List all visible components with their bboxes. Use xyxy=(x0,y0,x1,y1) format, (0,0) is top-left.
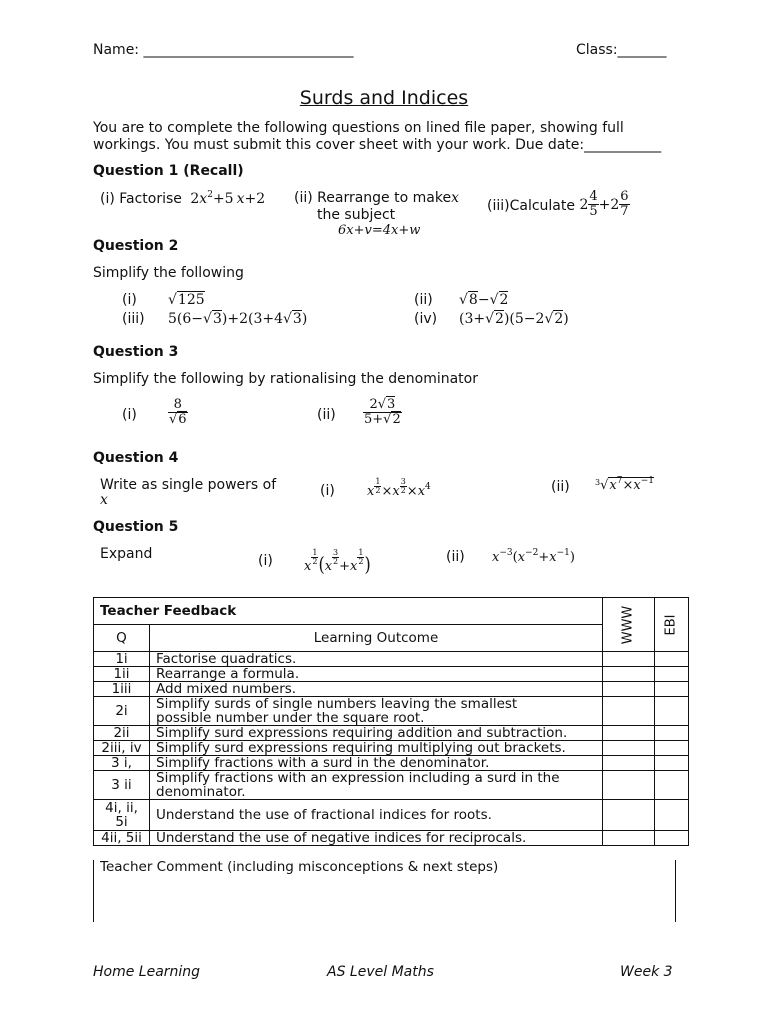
row-outcome: Factorise quadratics. xyxy=(150,652,603,667)
teacher-feedback-table xyxy=(93,597,689,846)
q3-instruction: Simplify the following by rationalising the denominator xyxy=(93,371,478,387)
q1-i-label: (i) Factorise xyxy=(100,191,182,207)
row-q-line-2: 5i xyxy=(115,814,128,830)
ebi-cell[interactable] xyxy=(654,771,688,800)
question-5-heading: Question 5 xyxy=(93,519,179,535)
ebi-cell[interactable] xyxy=(654,697,688,726)
row-outcome xyxy=(150,771,603,800)
q3-ii-label: (ii) xyxy=(317,407,336,423)
q4-i-label: (i) xyxy=(320,483,335,499)
q5-ii-label: (ii) xyxy=(446,549,465,565)
q4-i-expression: x $\frac{1}{2}$ ×x $\frac{3}{2}$ $\times x^4$ xyxy=(367,477,431,499)
www-cell[interactable] xyxy=(603,741,655,756)
row-outcome: Understand the use of negative indices for reciprocals. xyxy=(150,831,603,846)
ebi-header: EBI xyxy=(654,598,688,652)
row-outcome-line-1: Simplify fractions with an expression including a surd in the xyxy=(156,770,560,786)
page-title: Surds and Indices xyxy=(299,87,469,109)
q4-ii-label: (ii) xyxy=(551,479,570,495)
row-q: 1i xyxy=(94,652,150,667)
www-header: WWW xyxy=(603,598,655,652)
q2-iv-expression: (3+√2)(5−2√2) xyxy=(459,311,569,327)
q3-i-expression: $\frac{8}{√6}$ xyxy=(169,397,187,428)
teacher-comment-box[interactable] xyxy=(93,860,676,922)
question-2-heading: Question 2 xyxy=(93,238,179,254)
table-row xyxy=(94,831,689,846)
www-cell[interactable] xyxy=(603,771,655,800)
table-row xyxy=(94,726,689,741)
intro-line-1: You are to complete the following questions on lined file paper, showing full xyxy=(93,120,624,136)
q1-iii xyxy=(487,190,630,220)
q1-iii-label: (iii)Calculate xyxy=(487,197,575,214)
row-outcome: Understand the use of fractional indices for roots. xyxy=(150,800,603,831)
question-4-heading: Question 4 xyxy=(93,450,179,466)
www-cell[interactable] xyxy=(603,831,655,846)
q3-ii-expression: $\frac{2√3}{5+√2}$ xyxy=(364,397,401,428)
table-row xyxy=(94,682,689,697)
table-row xyxy=(94,652,689,667)
row-outcome-line-1: Simplify surds of single numbers leaving the smallest xyxy=(156,696,518,712)
q4-instruction-variable: x xyxy=(100,492,108,508)
row-outcome: Add mixed numbers. xyxy=(150,682,603,697)
row-q: 4ii, 5ii xyxy=(94,831,150,846)
name-field[interactable]: Name: ______________________________ xyxy=(93,42,354,58)
q1-i xyxy=(100,191,265,207)
row-q: 3 i, xyxy=(94,756,150,771)
q1-i-expression: $2x^2+5$ x+2 xyxy=(190,190,266,207)
q1-ii-label: (ii) Rearrange to make xyxy=(294,190,452,206)
q1-ii-variable: x xyxy=(451,190,459,206)
q5-ii-expression: $x^{-3}(x^{-2}+x^{-1})$ xyxy=(492,548,575,565)
q4-instruction: Write as single powers of xyxy=(100,477,277,493)
q1-iii-expression: 2 $\frac{4}{5}$ +2 $\frac{6}{7}$ xyxy=(579,189,629,220)
www-cell[interactable] xyxy=(603,800,655,831)
row-q: 2iii, iv xyxy=(94,741,150,756)
table-row xyxy=(94,756,689,771)
q2-iv-label: (iv) xyxy=(414,311,438,327)
question-1-heading: Question 1 (Recall) xyxy=(93,163,244,179)
q2-iii-label: (iii) xyxy=(122,311,145,327)
intro-line-2: workings. You must submit this cover sheet with your work. Due date:___________ xyxy=(93,137,662,153)
ebi-cell[interactable] xyxy=(654,667,688,682)
ebi-cell[interactable] xyxy=(654,726,688,741)
teacher-comment-label: Teacher Comment (including misconceptions & next steps) xyxy=(100,859,499,875)
learning-outcome-header: Learning Outcome xyxy=(150,625,603,652)
row-outcome: Rearrange a formula. xyxy=(150,667,603,682)
q5-instruction: Expand xyxy=(100,546,153,562)
www-cell[interactable] xyxy=(603,726,655,741)
footer-right: Week 3 xyxy=(620,964,673,980)
ebi-cell[interactable] xyxy=(654,756,688,771)
ebi-cell[interactable] xyxy=(654,682,688,697)
ebi-cell[interactable] xyxy=(654,800,688,831)
footer-left: Home Learning xyxy=(93,964,201,980)
ebi-cell[interactable] xyxy=(654,652,688,667)
q2-i-label: (i) xyxy=(122,292,137,308)
q2-iii-expression: 5(6−√3)+2(3+4√3) xyxy=(168,311,308,327)
table-row xyxy=(94,697,689,726)
feedback-title: Teacher Feedback xyxy=(94,598,603,625)
ebi-cell[interactable] xyxy=(654,741,688,756)
row-q xyxy=(94,800,150,831)
row-q: 1iii xyxy=(94,682,150,697)
www-cell[interactable] xyxy=(603,682,655,697)
www-cell[interactable] xyxy=(603,756,655,771)
table-row xyxy=(94,741,689,756)
q1-ii-label-2: the subject xyxy=(317,207,396,223)
q1-ii xyxy=(294,190,459,206)
q2-i-expression: √125 xyxy=(168,292,205,308)
q2-ii-expression: √8−√2 xyxy=(459,292,509,308)
q2-instruction: Simplify the following xyxy=(93,265,244,281)
row-outcome-line-2: possible number under the square root. xyxy=(156,710,425,726)
table-row xyxy=(94,800,689,831)
row-q: 2ii xyxy=(94,726,150,741)
row-outcome-line-2: denominator. xyxy=(156,784,246,800)
q3-i-label: (i) xyxy=(122,407,137,423)
www-cell[interactable] xyxy=(603,652,655,667)
row-outcome xyxy=(150,697,603,726)
row-q: 3 ii xyxy=(94,771,150,800)
q-column-header: Q xyxy=(94,625,150,652)
row-q: 1ii xyxy=(94,667,150,682)
table-row xyxy=(94,667,689,682)
ebi-cell[interactable] xyxy=(654,831,688,846)
q5-i-expression: x $\frac{1}{2}$ (x $\frac{3}{2}$ +x $\frac{1}{2}$ ) xyxy=(304,548,371,576)
row-outcome: Simplify surd expressions requiring addition and subtraction. xyxy=(150,726,603,741)
table-row xyxy=(94,771,689,800)
footer-center: AS Level Maths xyxy=(327,964,434,980)
www-cell[interactable] xyxy=(603,667,655,682)
www-cell[interactable] xyxy=(603,697,655,726)
row-q: 2i xyxy=(94,697,150,726)
class-field[interactable]: Class:_______ xyxy=(576,42,667,58)
q1-ii-expression: 6x+v=4x+w xyxy=(338,223,421,238)
row-outcome: Simplify surd expressions requiring multiplying out brackets. xyxy=(150,741,603,756)
row-outcome: Simplify fractions with a surd in the denominator. xyxy=(150,756,603,771)
q5-i-label: (i) xyxy=(258,553,273,569)
question-3-heading: Question 3 xyxy=(93,344,179,360)
q2-ii-label: (ii) xyxy=(414,292,433,308)
q4-ii-expression: $^3√x^7\times x^{-1}$ xyxy=(595,476,654,493)
row-q-line-1: 4i, ii, xyxy=(105,800,138,816)
